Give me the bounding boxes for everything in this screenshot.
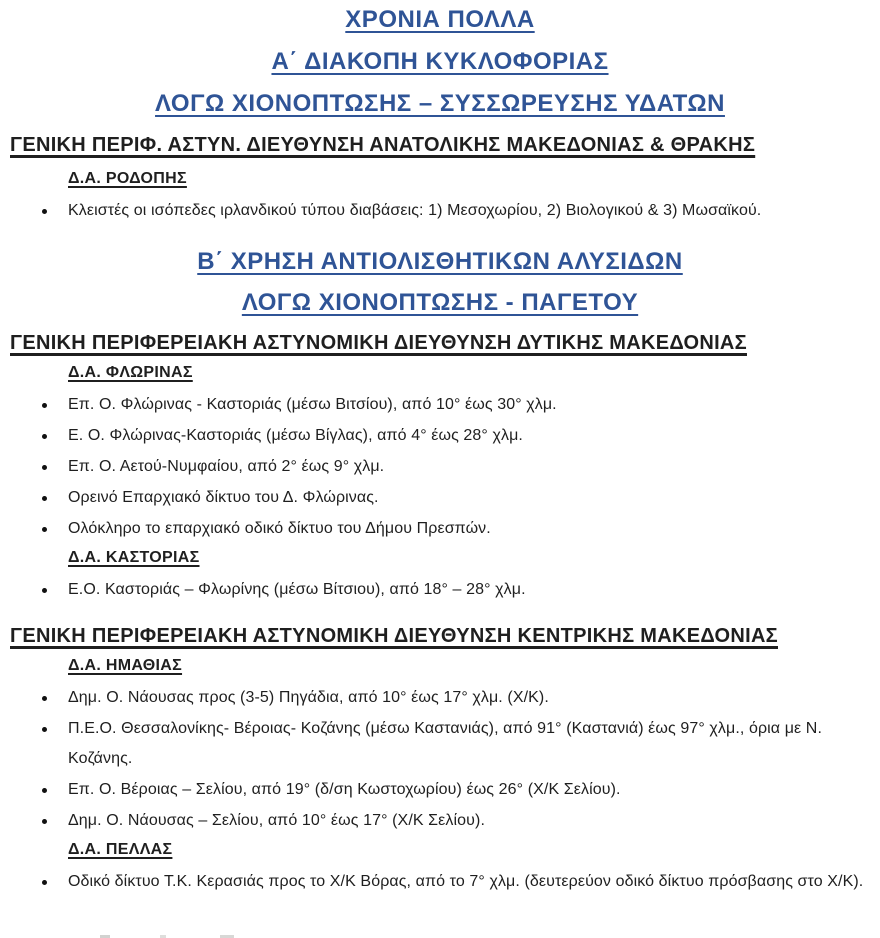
bullet-marker	[42, 727, 47, 732]
bullet-text: Ορεινό Επαρχιακό δίκτυο του Δ. Φλώρινας.	[68, 489, 379, 506]
bullet-marker	[42, 696, 47, 701]
bullet-marker	[42, 465, 47, 470]
bullet-list-rodopis	[10, 196, 870, 226]
bullet-item	[42, 806, 866, 836]
bullet-text: Ολόκληρο το επαρχιακό οδικό δίκτυο του Δήμου Πρεσπών.	[68, 520, 491, 537]
region-heading-kentrikis-makedonias: ΓΕΝΙΚΗ ΠΕΡΙΦΕΡΕΙΑΚΗ ΑΣΤΥΝΟΜΙΚΗ ΔΙΕΥΘΥΝΣΗ ΚΕΝΤΡΙΚΗΣ ΜΑΚΕΔΟΝΙΑΣ	[10, 625, 778, 647]
bullet-marker	[42, 880, 47, 885]
da-heading-rodopis: Δ.Α. ΡΟΔΟΠΗΣ	[68, 170, 187, 187]
bullet-item	[42, 483, 866, 513]
region-heading-anatolikis-makedonias-thrakis: ΓΕΝΙΚΗ ΠΕΡΙΦ. ΑΣΤΥΝ. ΔΙΕΥΘΥΝΣΗ ΑΝΑΤΟΛΙΚΗΣ ΜΑΚΕΔΟΝΙΑΣ & ΘΡΑΚΗΣ	[10, 134, 756, 156]
da-heading-pellas: Δ.Α. ΠΕΛΛΑΣ	[68, 841, 173, 858]
bullet-marker	[42, 527, 47, 532]
title-logo-xionoptosis-pagetou: ΛΟΓΩ ΧΙΟΝΟΠΤΩΣΗΣ - ΠΑΓΕΤΟΥ	[241, 289, 639, 316]
bullet-item	[42, 867, 866, 897]
bullet-marker	[42, 588, 47, 593]
title-line	[10, 90, 870, 121]
da-heading-imathias: Δ.Α. ΗΜΑΘΙΑΣ	[68, 657, 183, 674]
bullet-text: Δημ. Ο. Νάουσας – Σελίου, από 10° έως 17° (Χ/Κ Σελίου).	[68, 812, 485, 829]
bullet-marker	[42, 434, 47, 439]
title-line	[10, 6, 870, 37]
bullet-item	[42, 683, 866, 713]
title-xronia-polla: ΧΡΟΝΙΑ ΠΟΛΛΑ	[345, 6, 535, 33]
bullet-list-florinas	[10, 390, 870, 544]
bullet-item	[42, 421, 866, 451]
bullet-item	[42, 714, 866, 774]
title-line	[10, 48, 870, 79]
bullet-text: Επ. Ο. Φλώρινας - Καστοριάς (μέσω Βιτσίου), από 10° έως 30° χλμ.	[68, 396, 557, 413]
bullet-text: Επ. Ο. Βέροιας – Σελίου, από 19° (δ/ση Κωστοχωρίου) έως 26° (Χ/Κ Σελίου).	[68, 781, 621, 798]
section-b-titles	[10, 248, 870, 320]
bullet-item	[42, 514, 866, 544]
da-heading-kastorias: Δ.Α. ΚΑΣΤΟΡΙΑΣ	[68, 549, 200, 566]
bullet-text: Κλειστές οι ισόπεδες ιρλανδικού τύπου διαβάσεις: 1) Μεσοχωρίου, 2) Βιολογικού & 3) Μωσαϊκού.	[68, 202, 762, 219]
bullet-text: Δημ. Ο. Νάουσας προς (3-5) Πηγάδια, από 10° έως 17° χλμ. (Χ/Κ).	[68, 689, 549, 706]
section-a-titles	[10, 6, 870, 121]
title-line	[10, 248, 870, 279]
bullet-item	[42, 452, 866, 482]
title-b-xrisi-alysidon: Β΄ ΧΡΗΣΗ ΑΝΤΙΟΛΙΣΘΗΤΙΚΩΝ ΑΛΥΣΙΔΩΝ	[197, 248, 683, 275]
bullet-text: Επ. Ο. Αετού-Νυμφαίου, από 2° έως 9° χλμ.	[68, 458, 385, 475]
da-heading-florinas: Δ.Α. ΦΛΩΡΙΝΑΣ	[68, 364, 193, 381]
bullet-marker	[42, 819, 47, 824]
bullet-item	[42, 196, 866, 226]
bullet-list-kastorias	[10, 575, 870, 605]
title-a-diakopi-kykloforias: Α΄ ΔΙΑΚΟΠΗ ΚΥΚΛΟΦΟΡΙΑΣ	[271, 48, 609, 75]
bullet-text: Ε.Ο. Καστοριάς – Φλωρίνης (μέσω Βίτσιου), από 18° – 28° χλμ.	[68, 581, 526, 598]
bullet-text: Π.Ε.Ο. Θεσσαλονίκης- Βέροιας- Κοζάνης (μέσω Καστανιάς), από 91° (Καστανιά) έως 97° χλμ., όρια με Ν. Κοζάνης.	[68, 720, 823, 767]
bullet-list-pellas	[10, 867, 870, 897]
bullet-item	[42, 575, 866, 605]
bullet-marker	[42, 496, 47, 501]
bullet-marker	[42, 788, 47, 793]
bullet-text: Ε. Ο. Φλώρινας-Καστοριάς (μέσω Βίγλας), από 4° έως 28° χλμ.	[68, 427, 523, 444]
region-heading-dytikis-makedonias: ΓΕΝΙΚΗ ΠΕΡΙΦΕΡΕΙΑΚΗ ΑΣΤΥΝΟΜΙΚΗ ΔΙΕΥΘΥΝΣΗ ΔΥΤΙΚΗΣ ΜΑΚΕΔΟΝΙΑΣ	[10, 332, 747, 354]
bullet-item	[42, 775, 866, 805]
title-logo-xionoptosis-ydaton: ΛΟΓΩ ΧΙΟΝΟΠΤΩΣΗΣ – ΣΥΣΣΩΡΕΥΣΗΣ ΥΔΑΤΩΝ	[155, 90, 725, 117]
title-line	[10, 289, 870, 320]
bullet-text: Οδικό δίκτυο Τ.Κ. Κερασιάς προς το Χ/Κ Βόρας, από το 7° χλμ. (δευτερεύον οδικό δίκτυο πρόσβασης στο Χ/Κ).	[68, 873, 864, 890]
bullet-marker	[42, 403, 47, 408]
bullet-item	[42, 390, 866, 420]
bullet-list-imathias	[10, 683, 870, 836]
bullet-marker	[42, 209, 47, 214]
